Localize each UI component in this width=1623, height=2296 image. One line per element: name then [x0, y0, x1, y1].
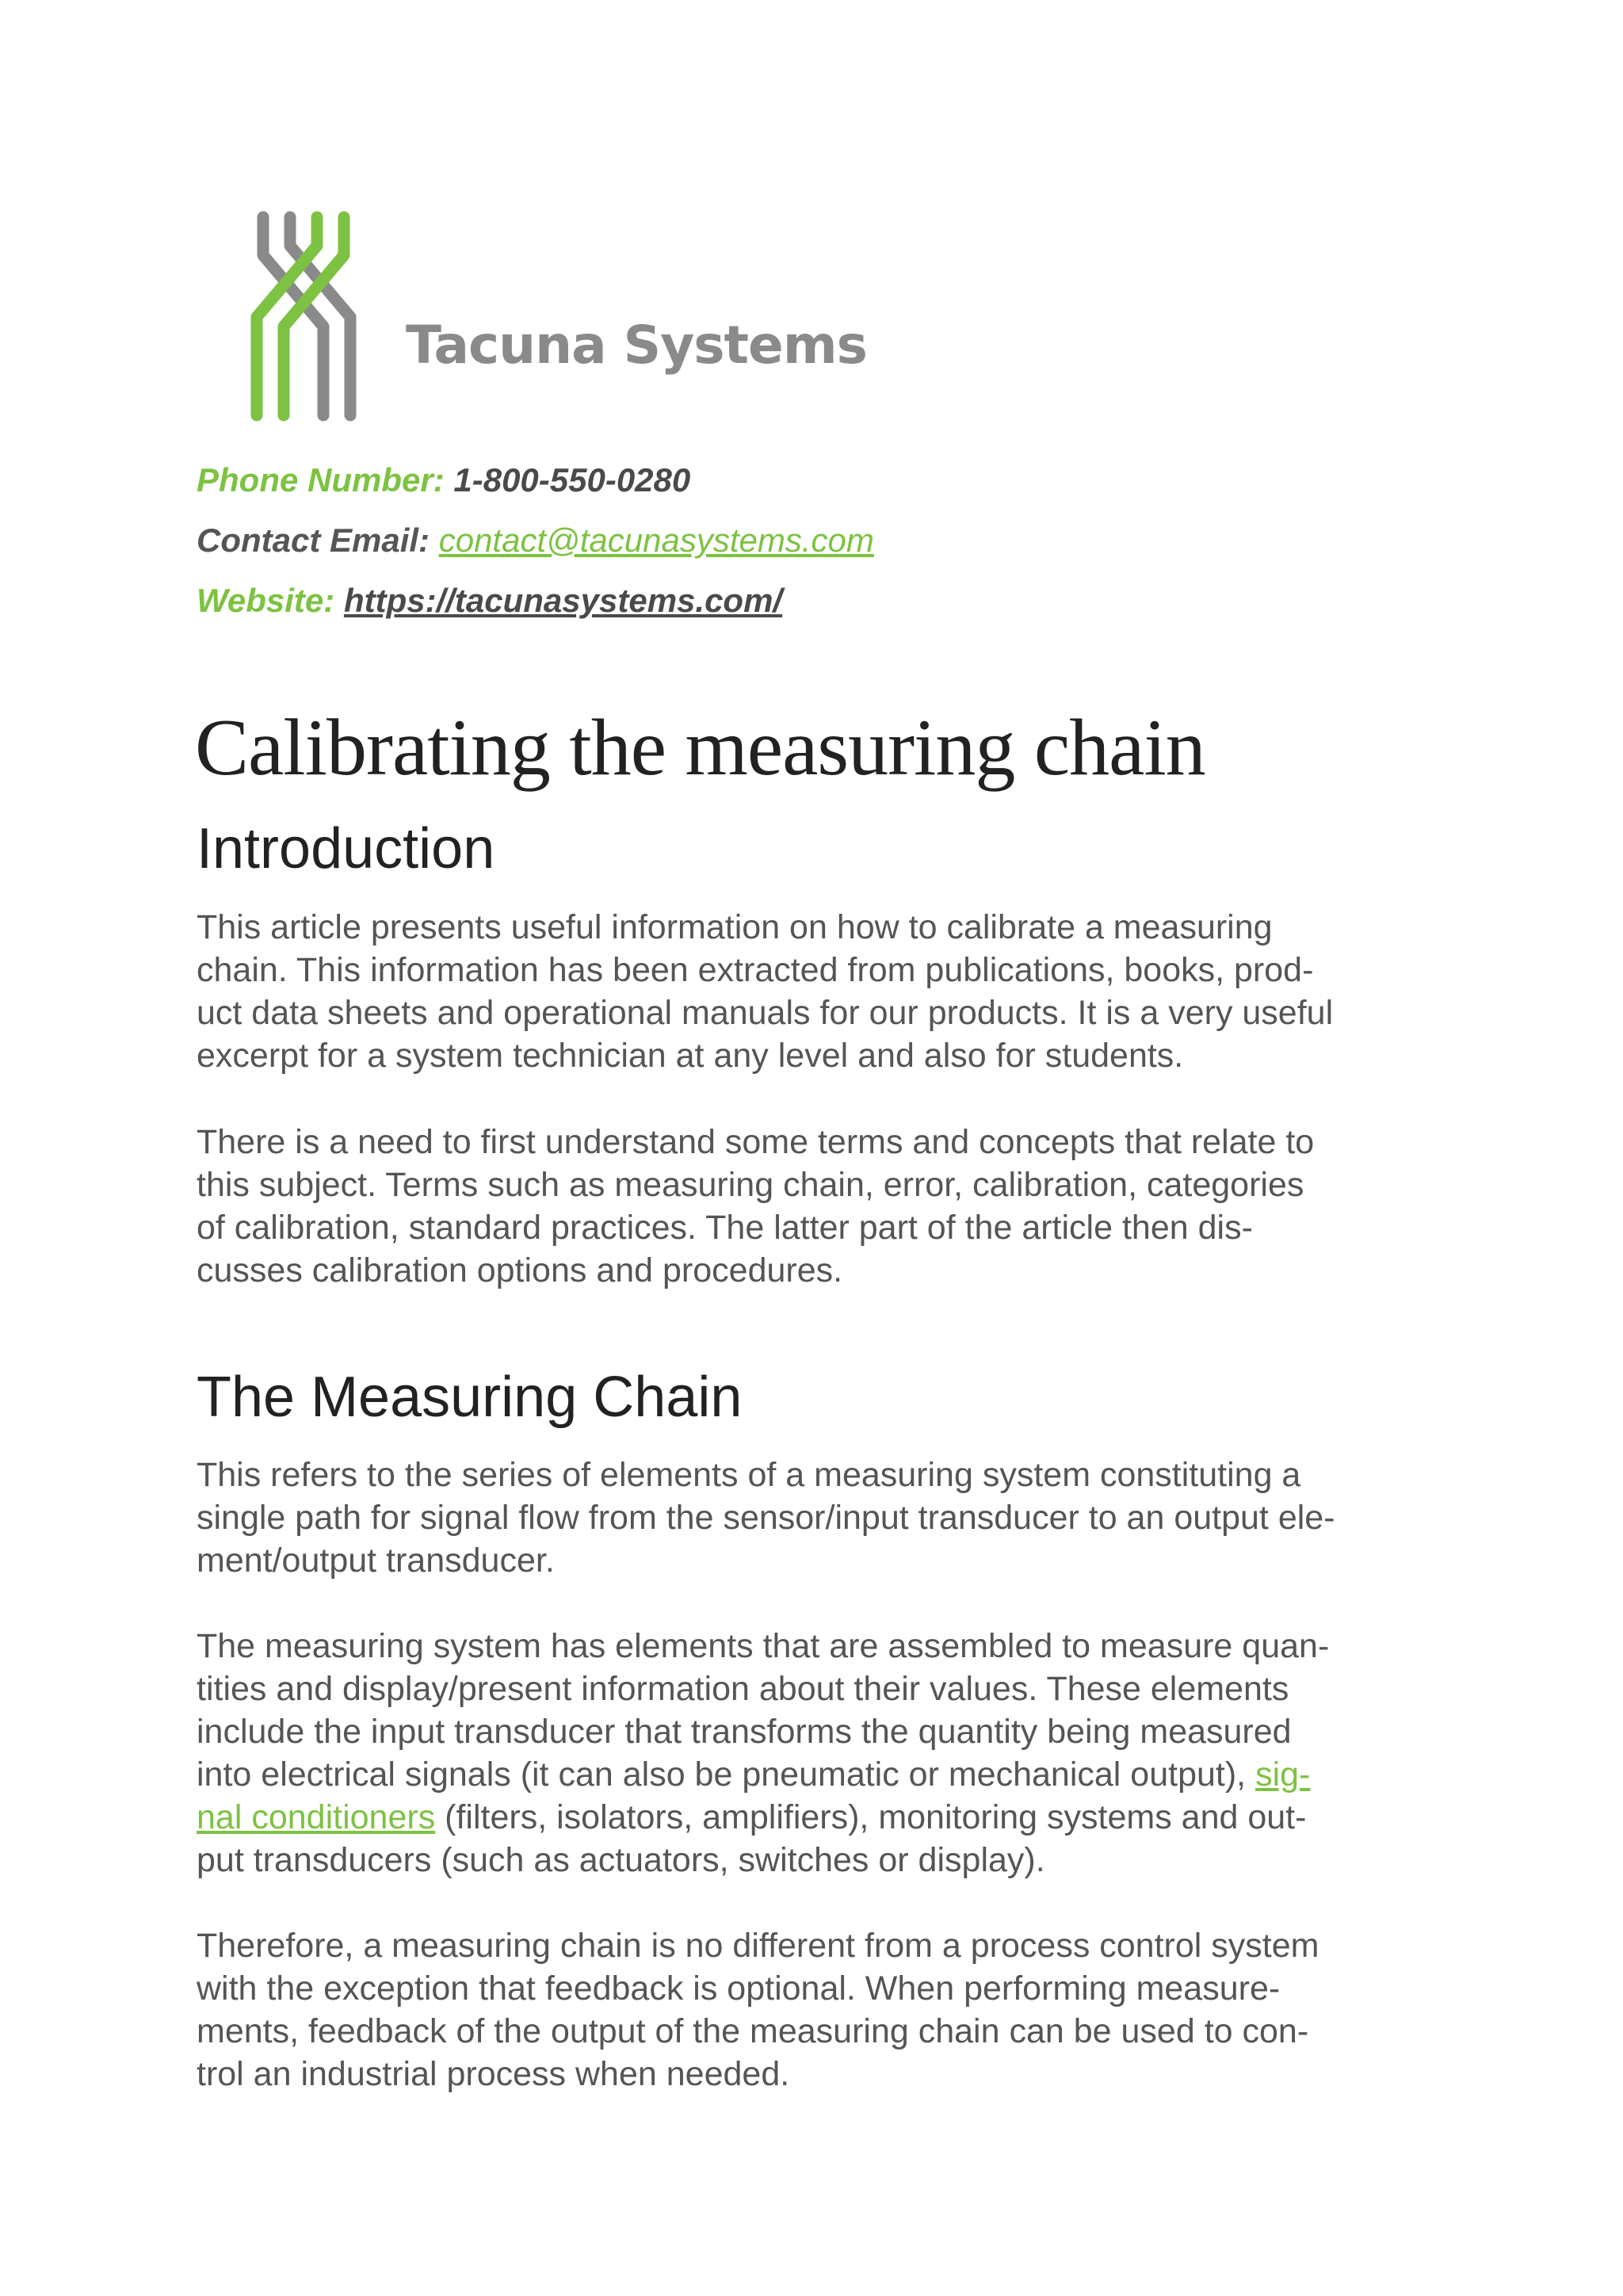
contact-info: [197, 458, 874, 639]
text-line: [197, 1753, 1433, 1796]
email-label: Contact Email:: [197, 521, 430, 559]
text-line: Therefore, a measuring chain is no different from a process control system: [197, 1927, 1319, 1965]
text-line: This refers to the series of elements of a measuring system constituting a: [197, 1456, 1301, 1494]
section-heading-measuring-chain: The Measuring Chain: [197, 1366, 743, 1429]
phone-value: 1-800-550-0280: [453, 461, 691, 499]
chain-paragraph-2: [197, 1625, 1433, 1881]
website-link[interactable]: https://tacunasystems.com/: [343, 582, 783, 619]
phone-line: [197, 458, 874, 518]
logo-wordmark: Tacuna Systems: [406, 315, 867, 376]
intro-paragraph-2: [197, 1121, 1433, 1292]
signal-conditioners-link-part-1[interactable]: sig-: [1255, 1755, 1311, 1794]
text-line: ment/output transducer.: [197, 1541, 555, 1580]
website-label: Website:: [197, 582, 335, 619]
section-heading-introduction: Introduction: [197, 817, 495, 881]
text-line: with the exception that feedback is optional. When performing measure-: [197, 1969, 1281, 2008]
text-line: tities and display/present information about their values. These elements: [197, 1670, 1289, 1708]
logo-mark-icon: [238, 208, 396, 430]
text-segment: (filters, isolators, amplifiers), monitoring systems and out-: [445, 1798, 1307, 1836]
website-line: [197, 579, 874, 639]
text-line: put transducers (such as actuators, switches or display).: [197, 1841, 1045, 1879]
chain-paragraph-3: [197, 1924, 1433, 2095]
text-line: This article presents useful information on how to calibrate a measuring: [197, 908, 1273, 946]
text-line: ments, feedback of the output of the measuring chain can be used to con-: [197, 2012, 1309, 2050]
text-line: trol an industrial process when needed.: [197, 2055, 790, 2093]
email-line: [197, 518, 874, 579]
company-logo: [238, 208, 872, 430]
text-line: chain. This information has been extracted from publications, books, prod-: [197, 951, 1314, 989]
text-line: There is a need to first understand some terms and concepts that relate to: [197, 1123, 1315, 1161]
text-line: include the input transducer that transforms the quantity being measured: [197, 1713, 1292, 1751]
intro-paragraph-1: [197, 906, 1433, 1077]
text-line: uct data sheets and operational manuals for our products. It is a very useful: [197, 994, 1334, 1032]
text-segment: into electrical signals (it can also be pneumatic or mechanical output),: [197, 1755, 1247, 1794]
page-title: Calibrating the measuring chain: [195, 703, 1205, 793]
email-link[interactable]: contact@tacunasystems.com: [438, 521, 874, 559]
phone-label: Phone Number:: [197, 461, 445, 499]
signal-conditioners-link-part-2[interactable]: nal conditioners: [197, 1798, 436, 1836]
text-line: this subject. Terms such as measuring chain, error, calibration, categories: [197, 1166, 1304, 1204]
text-line: of calibration, standard practices. The latter part of the article then dis-: [197, 1209, 1253, 1247]
text-line: single path for signal flow from the sensor/input transducer to an output ele-: [197, 1499, 1335, 1537]
text-line: [197, 1796, 1433, 1839]
chain-paragraph-1: [197, 1454, 1433, 1582]
text-line: The measuring system has elements that are assembled to measure quan-: [197, 1627, 1330, 1665]
text-line: excerpt for a system technician at any level and also for students.: [197, 1037, 1184, 1075]
text-line: cusses calibration options and procedures.: [197, 1251, 843, 1289]
